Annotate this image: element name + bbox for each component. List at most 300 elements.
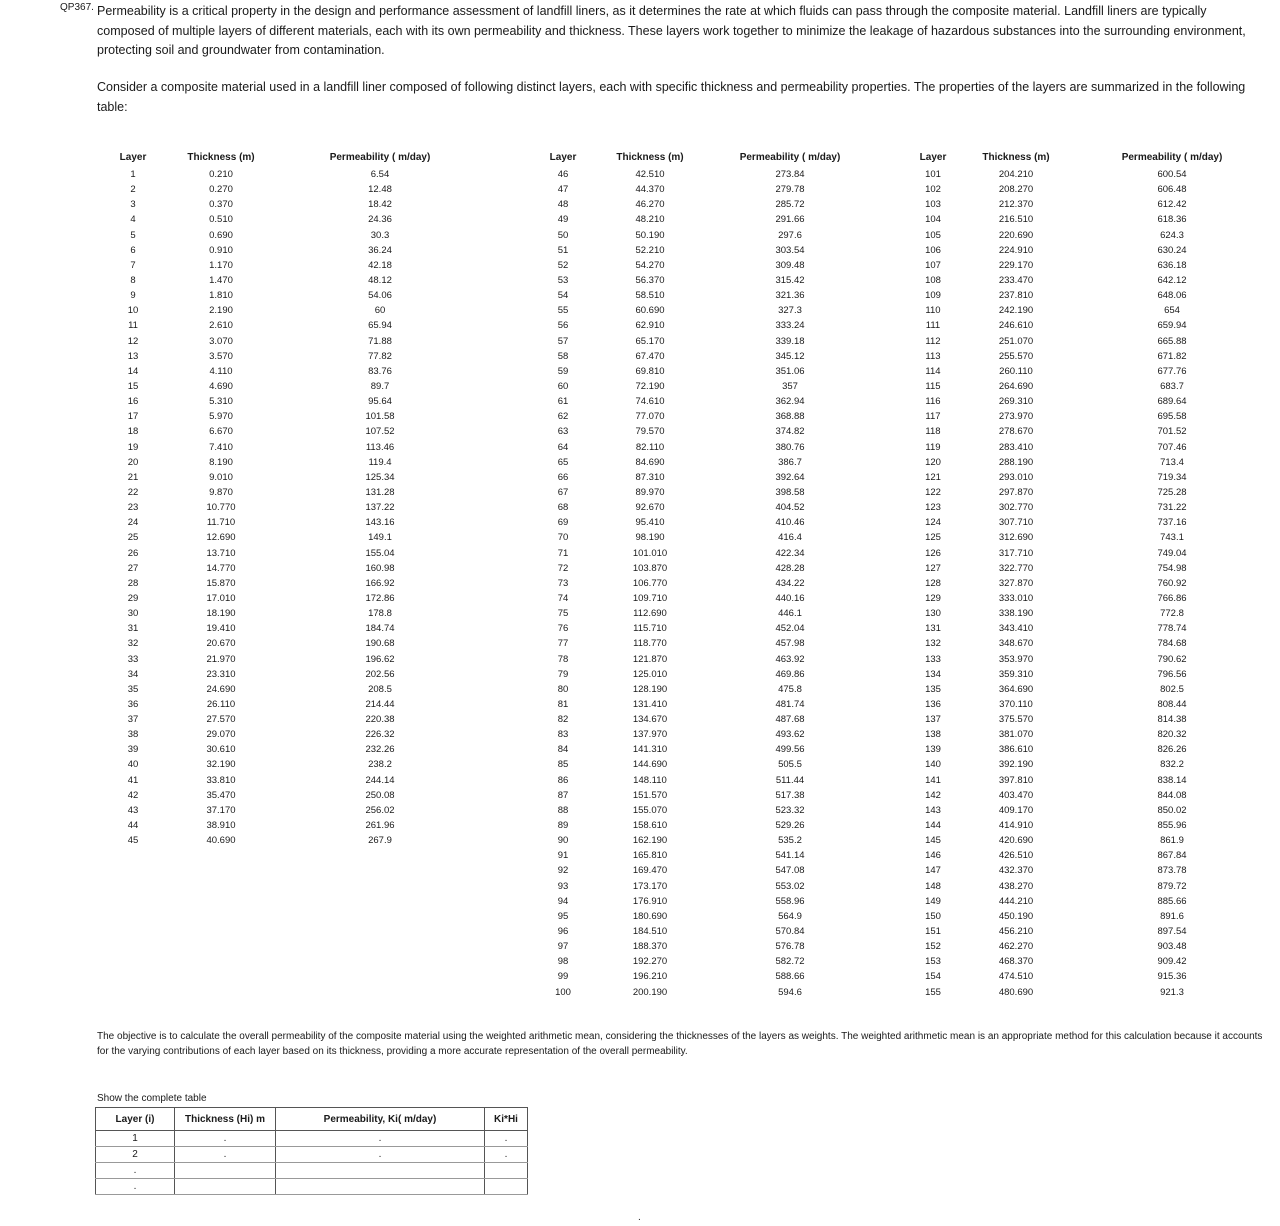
table-cell: 422.34 — [775, 547, 805, 559]
table-cell: 12 — [127, 335, 139, 347]
table-cell: 61 — [557, 396, 569, 408]
table-cell: 338.190 — [998, 608, 1034, 620]
answer-row — [96, 1163, 528, 1179]
table-cell: 155.04 — [365, 547, 395, 559]
table-cell: 9 — [130, 290, 136, 302]
table-cell: 321.36 — [775, 290, 805, 302]
table-cell: 138 — [925, 729, 941, 741]
table-cell: 345.12 — [775, 350, 805, 362]
table-cell: 120 — [925, 456, 941, 468]
table-cell: 94 — [557, 895, 569, 907]
table-cell: 88 — [557, 804, 569, 816]
table-cell: 885.66 — [1157, 895, 1187, 907]
table-cell: 149 — [925, 895, 941, 907]
table-cell: 374.82 — [775, 426, 805, 438]
table-cell: 141 — [925, 774, 941, 786]
table-cell: 16 — [127, 396, 139, 408]
table-cell: 297.6 — [778, 229, 802, 241]
table-cell: 54.270 — [635, 259, 665, 271]
answer-cell: 1 — [96, 1131, 175, 1147]
table-cell: 778.74 — [1157, 623, 1187, 635]
table-cell: 127 — [925, 562, 941, 574]
table-cell: 278.670 — [998, 426, 1034, 438]
table-cell: 90 — [557, 835, 569, 847]
table-cell: 517.38 — [775, 789, 805, 801]
table-cell: 30.3 — [370, 229, 390, 241]
table-cell: 65.170 — [635, 335, 665, 347]
header-thickness-1: Thickness (m) — [187, 152, 255, 163]
table-cell: 212.370 — [998, 199, 1034, 211]
table-cell: 397.810 — [998, 774, 1034, 786]
table-cell: 7 — [130, 259, 136, 271]
table-cell: 37 — [127, 714, 139, 726]
table-cell: 77.82 — [368, 350, 392, 362]
table-cell: 155 — [925, 986, 941, 998]
table-cell: 160.98 — [365, 562, 395, 574]
table-cell: 123 — [925, 502, 941, 514]
table-cell: 72 — [557, 562, 569, 574]
table-cell: 273.970 — [998, 411, 1034, 423]
table-cell: 59 — [557, 365, 569, 377]
table-cell: 73 — [557, 577, 569, 589]
table-cell: 57 — [557, 335, 569, 347]
table-cell: 41 — [127, 774, 139, 786]
table-cell: 23 — [127, 502, 139, 514]
table-cell: 117 — [925, 411, 941, 423]
table-cell: 648.06 — [1157, 290, 1187, 302]
table-cell: 855.96 — [1157, 820, 1187, 832]
table-cell: 30.610 — [206, 744, 236, 756]
table-cell: 84.690 — [635, 456, 665, 468]
table-cell: 46 — [557, 169, 569, 180]
table-cell: 624.3 — [1160, 229, 1184, 241]
table-cell: 190.68 — [365, 638, 395, 650]
table-cell: 63 — [557, 426, 569, 438]
answer-cell — [485, 1163, 528, 1179]
table-cell: 832.2 — [1160, 759, 1184, 771]
table-cell: 72.190 — [635, 380, 665, 392]
table-cell: 27.570 — [206, 714, 236, 726]
table-cell: 463.92 — [775, 653, 805, 665]
table-cell: 861.9 — [1160, 835, 1184, 847]
table-cell: 452.04 — [775, 623, 805, 635]
table-cell: 109.710 — [632, 592, 668, 604]
table-cell: 85 — [557, 759, 569, 771]
table-cell: 428.28 — [775, 562, 805, 574]
table-cell: 0.270 — [209, 184, 233, 196]
table-cell: 128 — [925, 577, 941, 589]
table-cell: 108 — [925, 274, 941, 286]
table-cell: 130 — [925, 608, 941, 620]
table-cell: 107.52 — [365, 426, 395, 438]
table-cell: 169.470 — [632, 865, 668, 877]
table-cell: 140 — [925, 759, 941, 771]
table-cell: 261.96 — [365, 820, 395, 832]
table-cell: 873.78 — [1157, 865, 1187, 877]
table-cell: 392.190 — [998, 759, 1034, 771]
table-cell: 62 — [557, 411, 569, 423]
table-cell: 43 — [127, 804, 139, 816]
table-cell: 45 — [127, 835, 139, 847]
table-cell: 33.810 — [206, 774, 236, 786]
table-cell: 359.310 — [998, 668, 1034, 680]
table-cell: 850.02 — [1157, 804, 1187, 816]
table-cell: 808.44 — [1157, 698, 1187, 710]
table-cell: 229.170 — [998, 259, 1034, 271]
table-cell: 14.770 — [206, 562, 236, 574]
table-cell: 15 — [127, 380, 139, 392]
table-cell: 446.1 — [778, 608, 802, 620]
table-cell: 99 — [557, 971, 569, 983]
table-cell: 65 — [557, 456, 569, 468]
table-cell: 594.6 — [778, 986, 802, 998]
answer-cell: . — [276, 1147, 485, 1163]
table-cell: 71.88 — [368, 335, 392, 347]
table-cell: 659.94 — [1157, 320, 1187, 332]
table-cell: 588.66 — [775, 971, 805, 983]
table-cell: 564.9 — [778, 910, 802, 922]
table-cell: 148 — [925, 880, 941, 892]
table-cell: 48.12 — [368, 274, 392, 286]
table-cell: 511.44 — [775, 774, 805, 786]
table-cell: 820.32 — [1157, 729, 1187, 741]
table-cell: 74.610 — [635, 396, 665, 408]
table-cell: 450.190 — [998, 910, 1034, 922]
table-cell: 60 — [557, 380, 569, 392]
table-cell: 145 — [925, 835, 941, 847]
table-cell: 250.08 — [365, 789, 395, 801]
table-cell: 50 — [557, 229, 569, 241]
table-cell: 79.570 — [635, 426, 665, 438]
col-thickness-3 — [966, 167, 1066, 1000]
table-cell: 232.26 — [365, 744, 395, 756]
table-cell: 576.78 — [775, 941, 805, 953]
table-cell: 84 — [557, 744, 569, 756]
table-cell: 87.310 — [635, 471, 665, 483]
table-cell: 242.190 — [998, 305, 1034, 317]
table-cell: 233.470 — [998, 274, 1034, 286]
answer-cell: . — [276, 1131, 485, 1147]
table-cell: 216.510 — [998, 214, 1034, 226]
table-cell: 867.84 — [1157, 850, 1187, 862]
table-cell: 398.58 — [775, 486, 805, 498]
answer-row — [96, 1147, 528, 1163]
table-cell: 844.08 — [1157, 789, 1187, 801]
table-cell: 208.5 — [368, 683, 392, 695]
table-cell: 128.190 — [632, 683, 668, 695]
table-cell: 92.670 — [635, 502, 665, 514]
table-cell: 339.18 — [775, 335, 805, 347]
table-cell: 66 — [557, 471, 569, 483]
answer-cell — [175, 1163, 276, 1179]
footer-mark: . — [638, 1212, 641, 1223]
col-thickness-2 — [600, 167, 700, 1000]
table-cell: 10 — [127, 305, 139, 317]
table-cell: 51 — [557, 244, 569, 256]
table-cell: 137.970 — [632, 729, 668, 741]
table-intro-paragraph: Consider a composite material used in a landfill liner composed of following distinct layers, each with specific thickness and permeability properties. The properties of the layers are summarized in the following table: — [97, 80, 1246, 114]
table-cell: 9.010 — [209, 471, 233, 483]
table-cell: 11 — [128, 320, 138, 332]
table-cell: 404.52 — [775, 502, 805, 514]
table-cell: 1 — [130, 169, 136, 180]
table-cell: 1.470 — [209, 274, 233, 286]
table-cell: 67.470 — [635, 350, 665, 362]
table-cell: 105 — [925, 229, 941, 241]
table-cell: 200.190 — [632, 986, 668, 998]
table-cell: 54.06 — [368, 290, 392, 302]
table-cell: 134 — [925, 668, 941, 680]
table-cell: 416.4 — [778, 532, 802, 544]
answer-cell: . — [485, 1147, 528, 1163]
table-cell: 6.54 — [370, 169, 390, 180]
table-cell: 725.28 — [1157, 486, 1187, 498]
table-cell: 409.170 — [998, 804, 1034, 816]
table-cell: 119.4 — [368, 456, 392, 468]
table-cell: 38.910 — [206, 820, 236, 832]
table-cell: 375.570 — [998, 714, 1034, 726]
table-cell: 133 — [925, 653, 941, 665]
table-cell: 58.510 — [635, 290, 665, 302]
table-cell: 8 — [130, 274, 136, 286]
table-cell: 95.410 — [635, 517, 665, 529]
table-cell: 114 — [925, 365, 941, 377]
table-cell: 34 — [127, 668, 139, 680]
table-cell: 665.88 — [1157, 335, 1187, 347]
table-cell: 188.370 — [632, 941, 668, 953]
table-cell: 158.610 — [632, 820, 668, 832]
table-cell: 79 — [557, 668, 569, 680]
table-cell: 6 — [130, 244, 136, 256]
table-cell: 267.9 — [368, 835, 392, 847]
table-cell: 701.52 — [1157, 426, 1187, 438]
table-cell: 1.170 — [209, 259, 233, 271]
table-cell: 76 — [557, 623, 569, 635]
table-cell: 98 — [557, 956, 569, 968]
table-cell: 707.46 — [1157, 441, 1187, 453]
table-cell: 67 — [557, 486, 569, 498]
table-cell: 499.56 — [775, 744, 805, 756]
table-cell: 142 — [925, 789, 941, 801]
table-cell: 162.190 — [632, 835, 668, 847]
table-cell: 100 — [555, 986, 571, 998]
table-cell: 695.58 — [1157, 411, 1187, 423]
table-cell: 147 — [925, 865, 941, 877]
table-cell: 96 — [557, 926, 569, 938]
table-cell: 75 — [557, 608, 569, 620]
header-layer-3: Layer — [919, 152, 947, 163]
table-cell: 50.190 — [635, 229, 665, 241]
table-cell: 53 — [557, 274, 569, 286]
table-cell: 32 — [127, 638, 139, 650]
table-cell: 246.610 — [998, 320, 1034, 332]
table-cell: 5.310 — [209, 396, 233, 408]
table-cell: 630.24 — [1157, 244, 1187, 256]
table-cell: 333.24 — [775, 320, 805, 332]
table-cell: 523.32 — [775, 804, 805, 816]
table-cell: 42.18 — [368, 259, 392, 271]
table-cell: 56.370 — [635, 274, 665, 286]
header-thickness-2: Thickness (m) — [616, 152, 684, 163]
table-cell: 141.310 — [632, 744, 668, 756]
table-cell: 29 — [127, 592, 139, 604]
table-cell: 118.770 — [633, 638, 667, 650]
table-cell: 192.270 — [632, 956, 668, 968]
table-cell: 784.68 — [1157, 638, 1187, 650]
table-cell: 307.710 — [998, 517, 1034, 529]
table-cell: 796.56 — [1157, 668, 1187, 680]
table-cell: 81 — [557, 698, 569, 710]
table-cell: 547.08 — [775, 865, 805, 877]
header-thickness-3: Thickness (m) — [982, 152, 1050, 163]
table-cell: 220.690 — [998, 229, 1034, 241]
table-cell: 124 — [925, 517, 941, 529]
table-cell: 214.44 — [365, 698, 395, 710]
table-cell: 74 — [557, 592, 569, 604]
table-cell: 115 — [925, 380, 941, 392]
table-cell: 3.570 — [209, 350, 233, 362]
table-cell: 322.770 — [998, 562, 1034, 574]
table-cell: 273.84 — [775, 169, 805, 180]
table-cell: 0.910 — [209, 244, 233, 256]
col-layer-1 — [110, 167, 156, 848]
header-permeability-3: Permeability ( m/day) — [1121, 152, 1223, 163]
table-cell: 134.670 — [632, 714, 668, 726]
table-cell: 113 — [925, 350, 941, 362]
table-cell: 28 — [127, 577, 139, 589]
answer-header-layer: Layer (i) — [96, 1108, 175, 1131]
answer-row — [96, 1131, 528, 1147]
answer-cell: . — [485, 1131, 528, 1147]
table-cell: 122 — [925, 486, 941, 498]
table-cell: 386.610 — [998, 744, 1034, 756]
table-cell: 4.110 — [209, 365, 233, 377]
table-cell: 165.810 — [632, 850, 668, 862]
table-cell: 17 — [127, 411, 139, 423]
table-cell: 9.870 — [209, 486, 233, 498]
table-cell: 21 — [127, 471, 139, 483]
table-cell: 196.210 — [632, 971, 668, 983]
table-cell: 131 — [925, 623, 941, 635]
answer-table — [95, 1107, 528, 1195]
table-cell: 52 — [557, 259, 569, 271]
table-cell: 348.670 — [998, 638, 1034, 650]
table-cell: 204.210 — [998, 169, 1034, 180]
table-cell: 260.110 — [999, 365, 1033, 377]
table-cell: 570.84 — [775, 926, 805, 938]
table-cell: 44.370 — [635, 184, 665, 196]
answer-cell — [276, 1163, 485, 1179]
table-cell: 381.070 — [998, 729, 1034, 741]
table-cell: 20 — [127, 456, 139, 468]
table-cell: 95.64 — [368, 396, 392, 408]
table-cell: 65.94 — [368, 320, 392, 332]
table-cell: 392.64 — [775, 471, 805, 483]
table-cell: 434.22 — [775, 577, 805, 589]
col-permeability-2 — [710, 167, 870, 1000]
table-cell: 18.42 — [368, 199, 392, 211]
table-cell: 333.010 — [998, 592, 1034, 604]
table-cell: 474.510 — [998, 971, 1034, 983]
table-cell: 11.710 — [206, 517, 236, 529]
table-cell: 48 — [557, 199, 569, 211]
table-cell: 103 — [925, 199, 941, 211]
table-cell: 83.76 — [368, 365, 392, 377]
table-cell: 143.16 — [365, 517, 395, 529]
table-cell: 125 — [925, 532, 941, 544]
header-layer-2: Layer — [549, 152, 577, 163]
table-cell: 110 — [925, 305, 941, 317]
table-cell: 636.18 — [1157, 259, 1187, 271]
table-cell: 208.270 — [998, 184, 1034, 196]
table-cell: 403.470 — [998, 789, 1034, 801]
table-cell: 112 — [925, 335, 941, 347]
col-layer-2 — [540, 167, 586, 1000]
table-cell: 154 — [925, 971, 941, 983]
table-cell: 104 — [925, 214, 941, 226]
table-cell: 17.010 — [206, 592, 236, 604]
table-cell: 749.04 — [1157, 547, 1187, 559]
table-cell: 535.2 — [778, 835, 802, 847]
table-cell: 760.92 — [1157, 577, 1187, 589]
table-cell: 238.2 — [368, 759, 392, 771]
table-cell: 77 — [557, 638, 569, 650]
col-layer-3 — [910, 167, 956, 1000]
table-cell: 97 — [557, 941, 569, 953]
table-cell: 31 — [127, 623, 139, 635]
table-cell: 202.56 — [365, 668, 395, 680]
table-cell: 3 — [130, 199, 136, 211]
table-cell: 106 — [925, 244, 941, 256]
table-cell: 121 — [925, 471, 941, 483]
table-cell: 125.010 — [632, 668, 668, 680]
table-cell: 69 — [557, 517, 569, 529]
table-cell: 129 — [925, 592, 941, 604]
table-cell: 131.28 — [365, 486, 395, 498]
table-cell: 462.270 — [998, 941, 1034, 953]
table-cell: 15.870 — [206, 577, 236, 589]
table-cell: 7.410 — [209, 441, 233, 453]
table-cell: 33 — [127, 653, 139, 665]
table-cell: 184.74 — [365, 623, 395, 635]
table-cell: 27 — [127, 562, 139, 574]
table-cell: 68 — [557, 502, 569, 514]
table-cell: 24.36 — [368, 214, 392, 226]
answer-cell: . — [96, 1179, 175, 1195]
table-cell: 802.5 — [1160, 683, 1184, 695]
table-cell: 327.870 — [998, 577, 1034, 589]
table-cell: 93 — [557, 880, 569, 892]
table-cell: 438.270 — [998, 880, 1034, 892]
table-cell: 131.410 — [632, 698, 668, 710]
table-cell: 24.690 — [206, 683, 236, 695]
table-cell: 220.38 — [365, 714, 395, 726]
table-cell: 671.82 — [1157, 350, 1187, 362]
table-cell: 38 — [127, 729, 139, 741]
table-cell: 40.690 — [206, 835, 236, 847]
col-thickness-1 — [170, 167, 272, 848]
table-cell: 166.92 — [365, 577, 395, 589]
table-cell: 82.110 — [635, 441, 665, 453]
table-cell: 838.14 — [1157, 774, 1187, 786]
table-cell: 302.770 — [998, 502, 1034, 514]
table-cell: 618.36 — [1157, 214, 1187, 226]
answer-cell — [175, 1179, 276, 1195]
table-cell: 101 — [925, 169, 941, 180]
answer-row — [96, 1179, 528, 1195]
table-cell: 36.24 — [368, 244, 392, 256]
table-cell: 39 — [127, 744, 139, 756]
